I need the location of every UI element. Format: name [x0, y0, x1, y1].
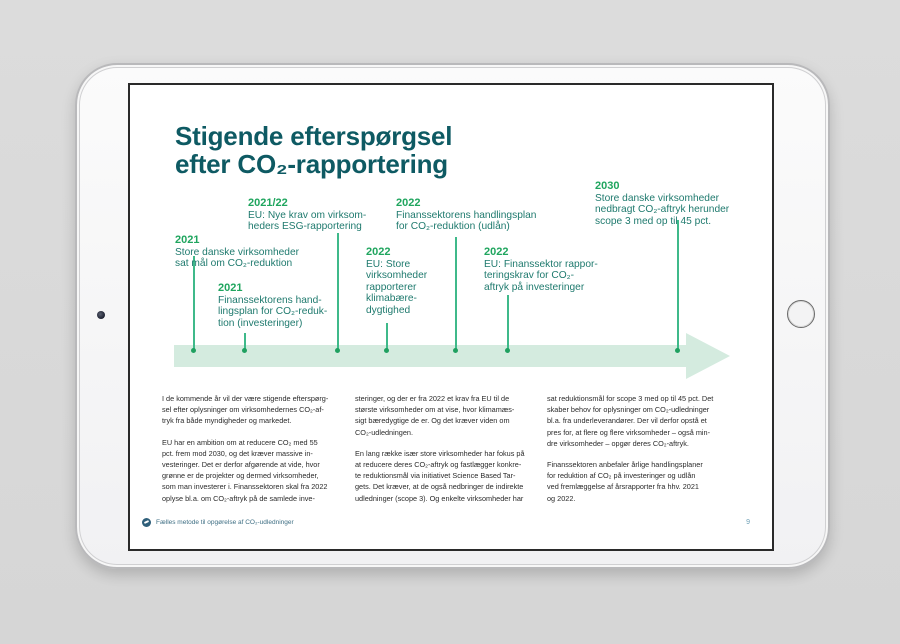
event-description: Finanssektorens hand- lingsplan for CO₂-reduk- tion (investeringer) [218, 294, 328, 329]
timeline-event [218, 283, 327, 329]
event-description: Store danske virksomheder nedbragt CO₂-aftryk herunder scope 3 med op til 45 pct. [595, 192, 730, 227]
timeline-stem [193, 256, 195, 349]
timeline-stem [455, 237, 457, 349]
home-button[interactable] [787, 300, 815, 328]
body-column-2 [355, 393, 537, 514]
event-year: 2022 [484, 246, 509, 258]
timeline-dot [384, 348, 389, 353]
timeline-stem [337, 233, 339, 349]
timeline-arrow [174, 333, 730, 379]
body-column-1 [162, 393, 344, 514]
event-year: 2022 [396, 197, 421, 209]
camera-icon [97, 311, 105, 319]
timeline-dot [453, 348, 458, 353]
timeline-dot [675, 348, 680, 353]
footer-text: Fælles metode til opgørelse af CO₂-udledninger [156, 519, 294, 526]
page-title-line1: Stigende efterspørgsel [175, 121, 453, 151]
body-column-3 [547, 393, 729, 514]
timeline-event [396, 198, 536, 233]
body-paragraph: Finanssektoren anbefaler årlige handlingsplaner for reduktion af CO₂ på investeringer og udlån ved fremlæggelse af årsrapporter fra hhv. 2021 og 2022. [547, 460, 703, 503]
timeline-event [595, 181, 729, 227]
event-year: 2021 [175, 234, 200, 246]
event-description: Store danske virksomheder sat mål om CO₂-reduktion [175, 246, 300, 269]
event-year: 2021/22 [248, 197, 288, 209]
document-page [128, 83, 774, 551]
event-year: 2022 [366, 246, 391, 258]
body-paragraph: I de kommende år vil der være stigende efterspørg- sel efter oplysninger om virksomhedernes CO₂-af- tryk fra både myndigheder og markedet. [162, 394, 329, 426]
event-description: Finanssektorens handlingsplan for CO₂-reduktion (udlån) [396, 209, 537, 232]
page-title [175, 122, 452, 178]
timeline-stem [507, 295, 509, 349]
page-title-line2: efter CO₂-rapportering [175, 149, 448, 179]
page-number: 9 [746, 519, 750, 526]
body-paragraph: sat reduktionsmål for scope 3 med op til 45 pct. Det skaber behov for oplysninger om CO₂-udledninger bl.a. fra underleverandører. Der vil derfor opstå et pres for, at flere og flere virksomheder – også min- dre virksomheder – opgør deres CO₂-aftryk. [547, 394, 714, 448]
body-paragraph: steringer, og der er fra 2022 et krav fra EU til de største virksomheder om at vise, hvor klimamæs- sigt bæredygtige de er. Og det kræver viden om CO₂-udledningen. [355, 394, 515, 437]
body-paragraph: En lang række især store virksomheder har fokus på at reducere deres CO₂-aftryk og fastlægger konkre- te reduktionsmål via initiativet Science Based Tar- gets. Det kræver, at de også nedbringer de indirekte udledninger (scope 3). Og enkelte virksomheder har [355, 448, 525, 503]
timeline-dot [242, 348, 247, 353]
timeline-dot [335, 348, 340, 353]
timeline-event [484, 247, 598, 293]
timeline-event [248, 198, 366, 233]
timeline-dot [191, 348, 196, 353]
page-footer [142, 518, 294, 527]
logo-icon [142, 518, 151, 527]
timeline-arrow-shape [174, 333, 730, 379]
event-year: 2030 [595, 180, 620, 192]
event-description: EU: Nye krav om virksom- heders ESG-rapportering [248, 209, 367, 232]
timeline-stem [677, 220, 679, 349]
event-description: EU: Finanssektor rappor- teringskrav for CO₂- aftryk på investeringer [484, 258, 598, 293]
event-year: 2021 [218, 282, 243, 294]
timeline-dot [505, 348, 510, 353]
timeline-stem [386, 323, 388, 349]
event-description: EU: Store virksomheder rapporterer klimabære- dygtighed [366, 258, 428, 316]
timeline-event [366, 247, 427, 316]
body-paragraph: EU har en ambition om at reducere CO₂ med 55 pct. frem mod 2030, og det kræver massive in- vesteringer. Det er derfor afgørende at vide, hvor grønne er de projekter og dermed virksomheder, som man investerer i. Finanssektoren skal fra 2022 oplyse bl.a. om CO₂-aftryk på de samlede inve- [162, 437, 328, 503]
timeline-stem [244, 333, 246, 349]
timeline-event [175, 235, 299, 270]
